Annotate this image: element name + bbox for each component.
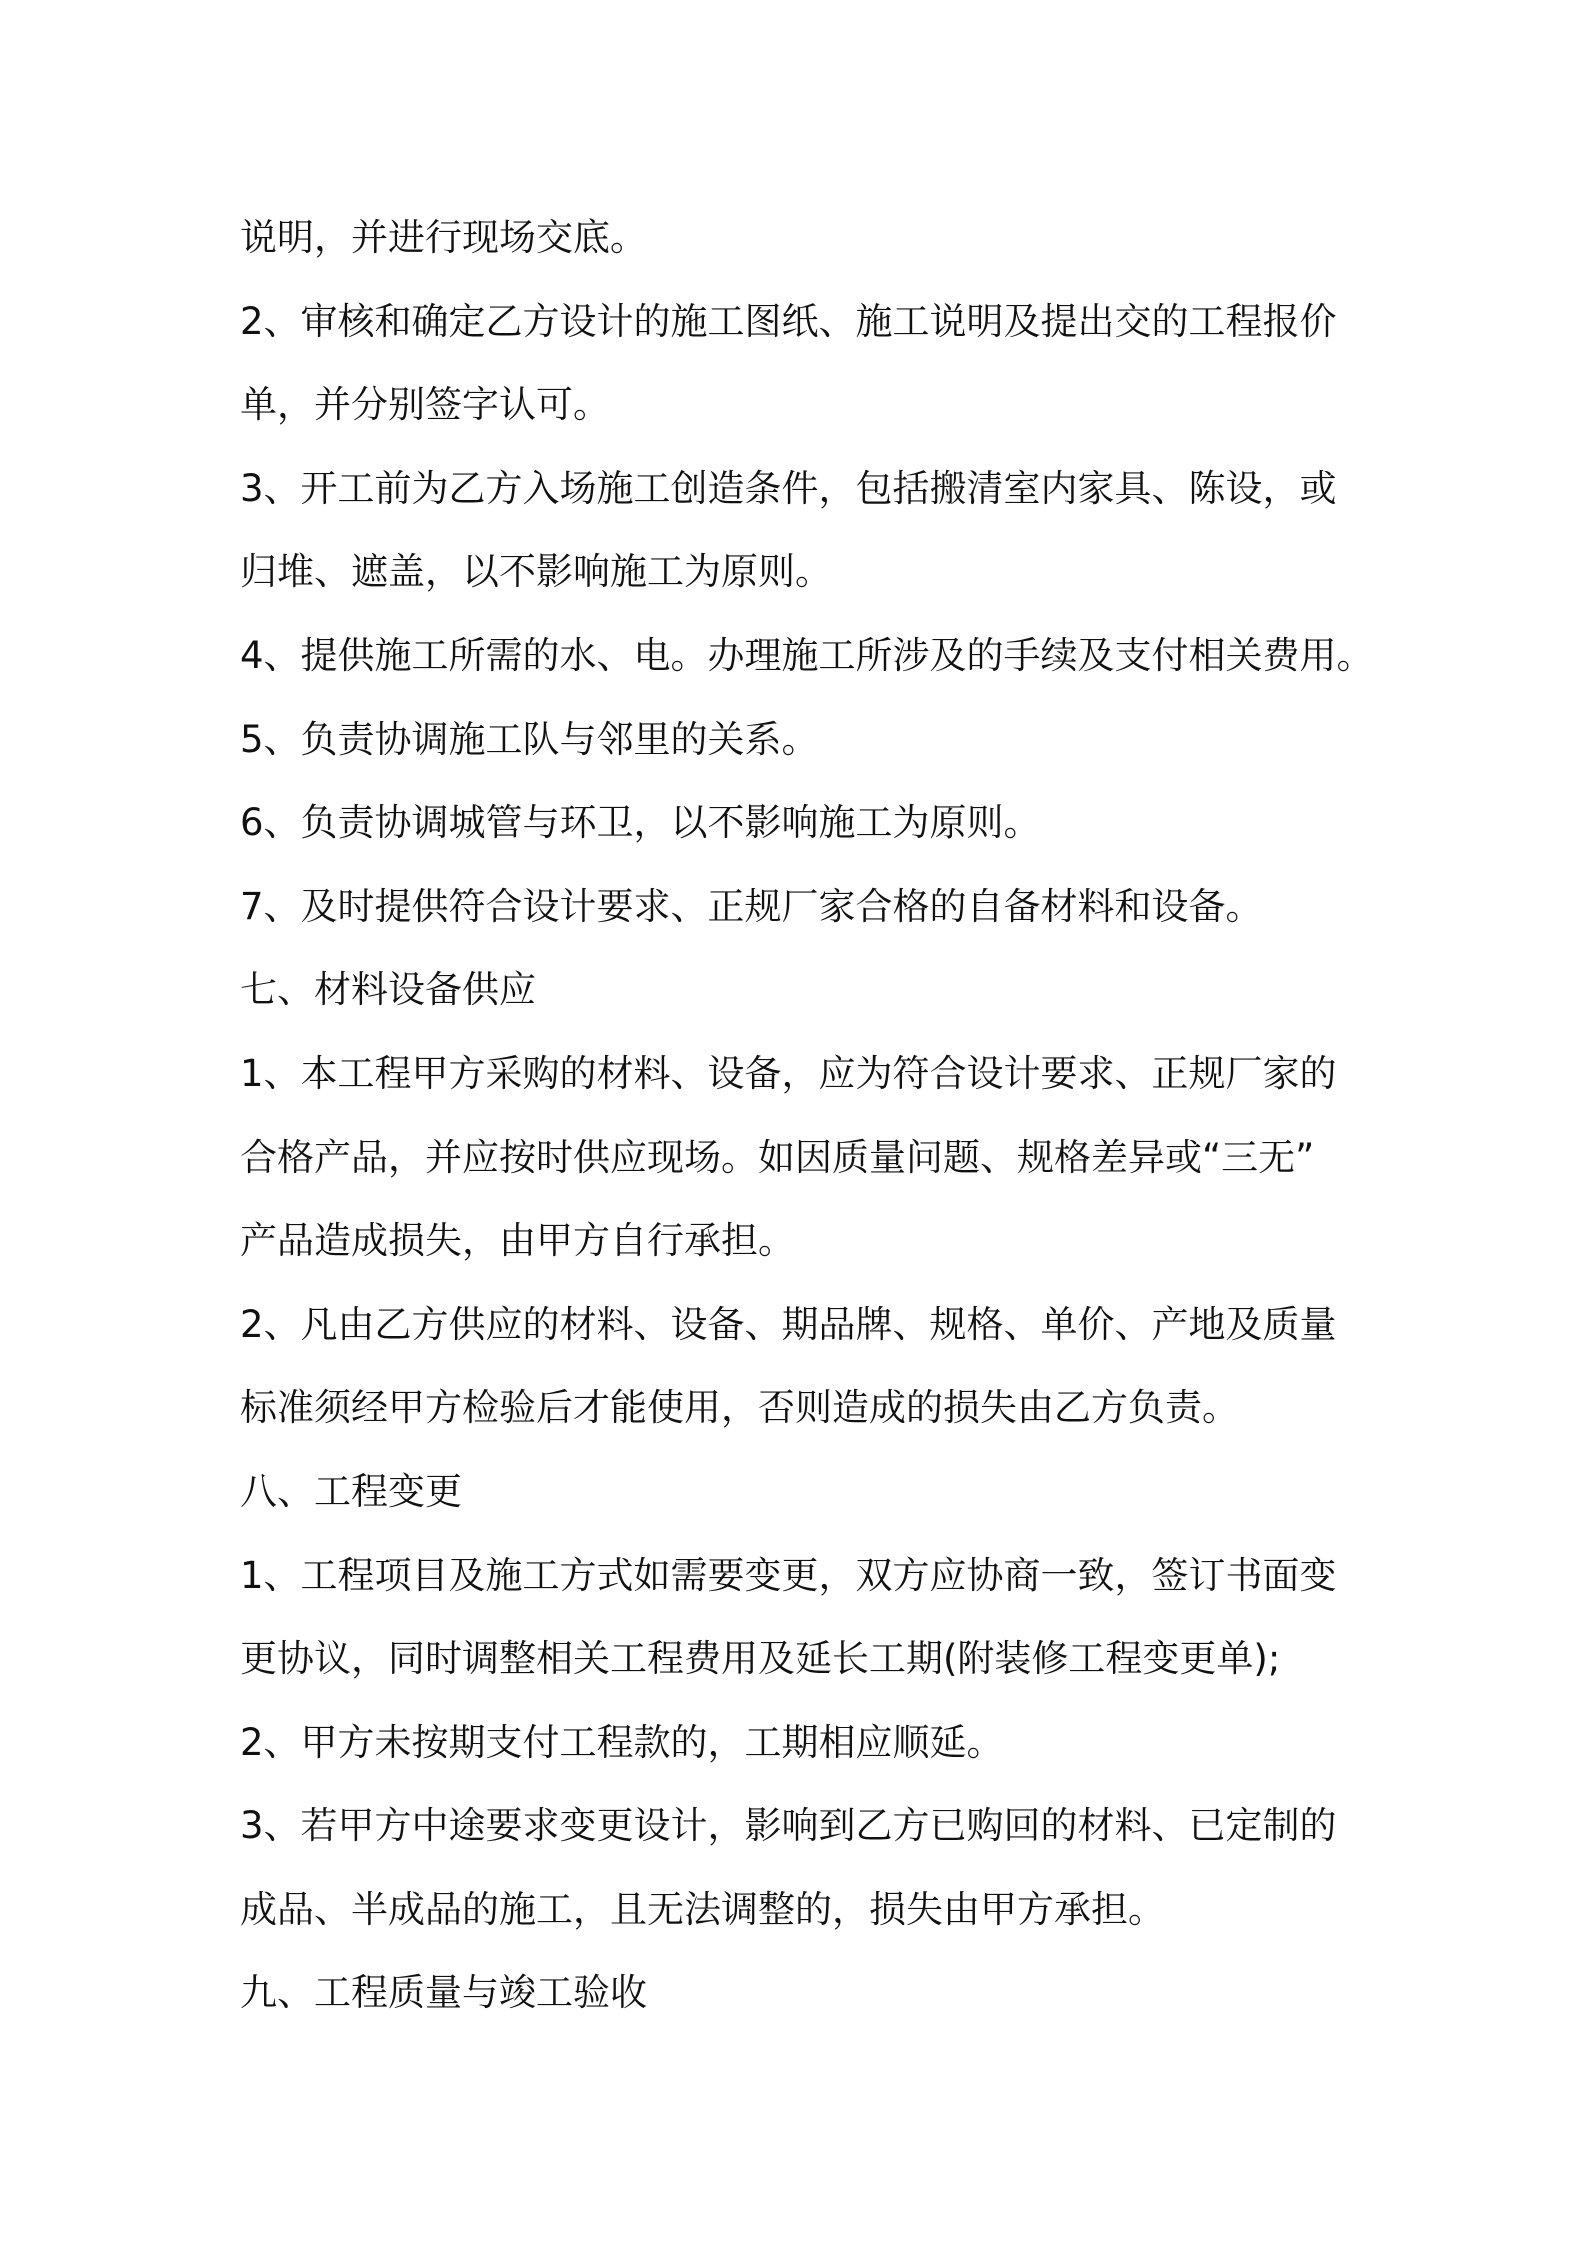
text-line: 1、工程项目及施工方式如需要变更，双方应协商一致，签订书面变: [240, 1553, 1337, 1597]
text-line: 说明，并进行现场交底。: [240, 216, 647, 259]
section-heading-changes: 八、工程变更: [240, 1469, 462, 1513]
text-line: 7、及时提供符合设计要求、正规厂家合格的自备材料和设备。: [240, 884, 1263, 928]
text-line: 6、负责协调城管与环卫，以不影响施工为原则。: [240, 801, 1041, 845]
text-line: 5、负责协调施工队与邻里的关系。: [240, 717, 819, 761]
text-line: 更协议，同时调整相关工程费用及延长工期(附装修工程变更单);: [240, 1637, 1281, 1681]
text-line: 单，并分别签字认可。: [240, 383, 610, 427]
text-line: 3、开工前为乙方入场施工创造条件，包括搬清室内家具、陈设，或: [240, 466, 1337, 510]
text-line: 4、提供施工所需的水、电。办理施工所涉及的手续及支付相关费用。: [240, 633, 1374, 677]
text-line: 1、本工程甲方采购的材料、设备，应为符合设计要求、正规厂家的: [240, 1051, 1337, 1095]
document-body: [240, 196, 1390, 2035]
text-line: 3、若甲方中途要求变更设计，影响到乙方已购回的材料、已定制的: [240, 1804, 1337, 1848]
text-line: 2、凡由乙方供应的材料、设备、期品牌、规格、单价、产地及质量: [240, 1302, 1337, 1346]
section-heading-quality: 九、工程质量与竣工验收: [240, 1971, 647, 2015]
text-line: 产品造成损失，由甲方自行承担。: [240, 1219, 795, 1263]
text-line: 归堆、遮盖，以不影响施工为原则。: [240, 550, 832, 594]
text-line: 标准须经甲方检验后才能使用，否则造成的损失由乙方负责。: [240, 1386, 1239, 1430]
text-line: 2、甲方未按期支付工程款的，工期相应顺延。: [240, 1720, 1004, 1764]
text-line: 2、审核和确定乙方设计的施工图纸、施工说明及提出交的工程报价: [240, 299, 1337, 343]
text-line: 合格产品，并应按时供应现场。如因质量问题、规格差异或“三无”: [240, 1135, 1315, 1179]
text-line: 成品、半成品的施工，且无法调整的，损失由甲方承担。: [240, 1887, 1165, 1931]
section-heading-materials: 七、材料设备供应: [240, 968, 536, 1012]
